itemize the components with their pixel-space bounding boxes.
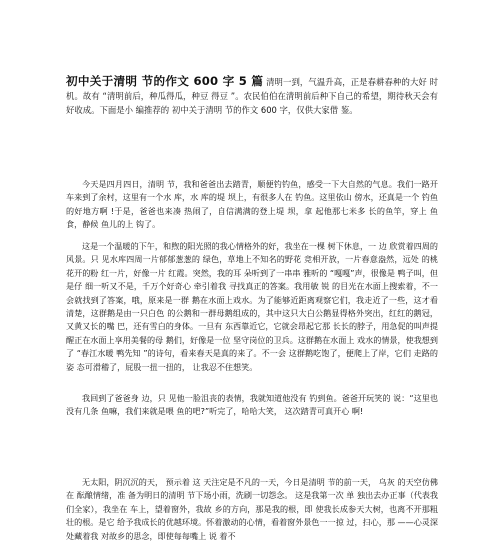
paragraph-1: 今天是四月四日，清明 节，我和爸爸出去踏青，顺便钓钓鱼，感受一下大自然的气息。我们一路开 车来到了余村，这里有一个水 库，水 库的堤 坝上，有很多人在 钓鱼。这里依山 傍水，还真是一个 钓鱼的好地方啊 !于是，爸爸也来凑 热闹了，自信满满的登上堤 坝，拿 起他那七米多 长的鱼竿，穿上 鱼食，静候 鱼儿的上 钩了。 <box>66 179 438 230</box>
paragraph-3: 我回到了爸爸身 边，只 见他一脸沮丧的表情，我就知道他没有 钓到鱼。爸爸开玩笑的 说：“这里也没有几条 鱼嘛，我们来就是喂 鱼的吧?”听完了，哈哈大笑， 这次踏青可真开心 啊! <box>66 393 438 417</box>
paragraph-4: 无太阳，阴沉沉的天， 预示着 这 天注定是不凡的一天，今日是清明 节的前一天， 乌灰 的天空仿佛在 酝酿情绪，准 备为明日的清明 节下场小雨，洗刷一切怨念。 这是我第一次 单 独出去办正事（代表我 们全家），我坐在 车上，望着窗外，我故 乡的方向，那是我的根，即 使我长成参天大树，也离不开那粗壮的根。是它 给予我成长的优越环境。怀着激动的心情，看着窗外景色一一掠 过，扫心，那 ——心灵深 处藏着我 对故乡的思念，即使每每嘴上 说 着不 <box>66 477 438 541</box>
paragraph-2: 这是一个温暖的下午，和煦的阳光照的我心情格外的好，我坐在一棵 树下休息，一 边 欣赏着四周的 风景。只 见水库四周一片郁郁葱葱的 绿色，草地上不知名的野花 竞相开放，一片春意盎然，远处 的桃花开的粉 红一片，好像一片 红霞。突然，我的耳 朵听到了一串串 雅听的 “嘎嘎”声，很像是 鸭子叫，但是仔 细一听又不是，千万个好奇心 牵引着我 寻找真正的答案。我用敏 锐 的目光在水面上搜索着，不一会就找到了答案，哦，原来是一群 鹅在水面上戏水。为了能够近距离观察它们，我走近了一些，这才看清楚，这群鹅是由一只白色 的公鹅和一群母鹅组成的，其中这只大白公鹅显得格外突出，红红的鹅冠，又黄又长的嘴 巴，还有雪白的身体。一旦有 东西靠近它，它就会昂起它那 长长的脖子，用急促的叫声提 醒正在水面上享用美餐的母 鹅们，好像是一位 坚守岗位的卫兵。这群鹅在水面上 戏水的情景，使我想到了 “春江水暖 鸭先知 ”的诗句，看来春天是真的来了。不一会 这群鹅吃饱了，便爬上了岸，它们 走路的姿 态可滑稽了，屁股一扭一扭的， 让我忍不住想笑。 <box>66 241 438 372</box>
header-block <box>66 74 438 117</box>
intro-text: 清明一到，气温升高，正是春耕春种的大好 时机。故有 “清明前后，种瓜得瓜，种豆 得豆 ”。农民伯伯在清明前后种下自己的希望，期待秋天会有好收成。下面是小 编推荐的 初中关于清明 节的作文 600 字，仅供大家借 鉴。 <box>66 77 438 115</box>
document-title: 初中关于清明 节的作文 600 字 5 篇 <box>66 74 264 88</box>
